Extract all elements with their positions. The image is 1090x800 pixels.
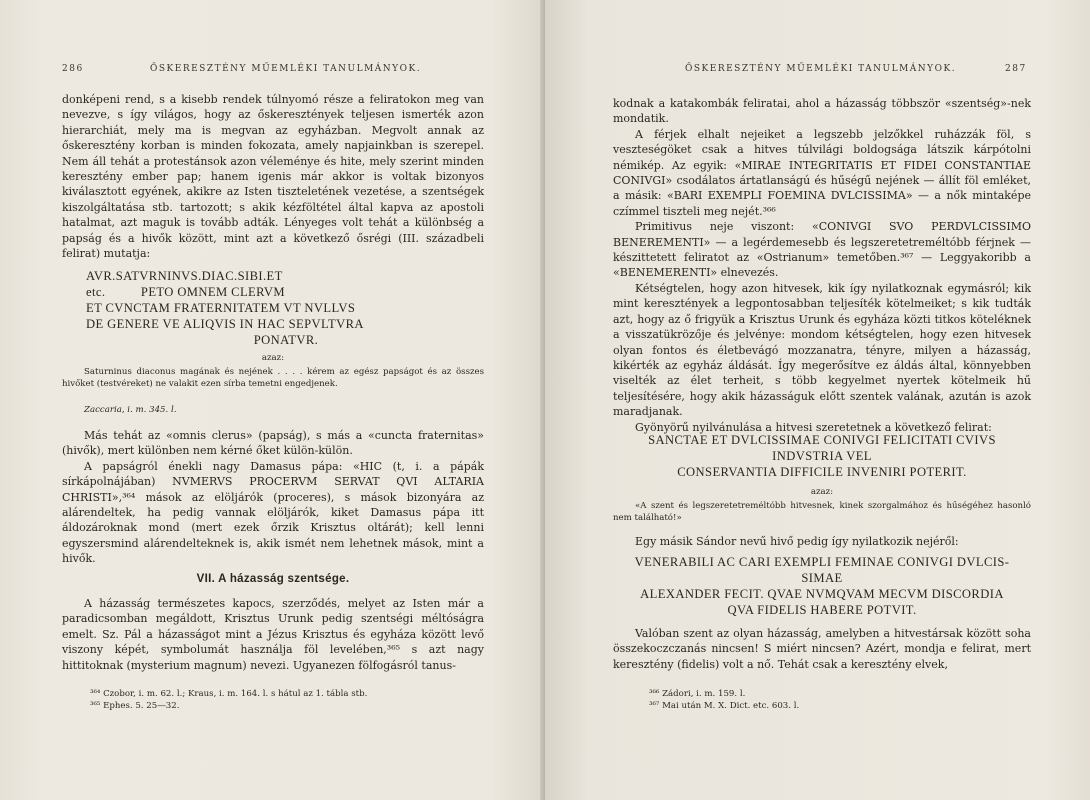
left-translation-1	[62, 366, 484, 390]
left-paragraph-3: A papságról énekli nagy Damasus pápa: «HIC (t, i. a pápák sírkápolnájában) NVMERVS PROCERVM SERVAT QVI ALTARIA CHRISTI»,³⁶⁴ mások az elöljárók (proceres), s mások bizonyára az alárendeltek, ha pedig vannak elöljárók, kiket Damasus pápa itt áldozároknak mond (mert ezek őrzik Krisztus oltárát); kell lenni egyszersmind alárendelteknek is, akik ismét nem lehetnek mások, mint a hivők.	[62, 459, 484, 566]
right-body-1	[613, 96, 1031, 435]
translation-text: «A szent és legszeretetreméltóbb hitvesnek, kinek szorgalmához és hűségéhez hasonló nem található!»	[613, 501, 1031, 523]
inscription-line: VENERABILI AC CARI EXEMPLI FEMINAE CONIVGI DVLCIS-	[634, 555, 1010, 569]
inscription-line: ALEXANDER FECIT. QVAE NVMQVAM MECVM DISCORDIA	[640, 587, 1004, 601]
right-footnotes	[649, 688, 1029, 712]
left-footnotes	[90, 688, 485, 712]
inscription-saturninus	[86, 268, 486, 348]
reference-text: Zaccaria, i. m. 345. l.	[84, 405, 177, 415]
right-paragraph-1: kodnak a katakombák feliratai, ahol a házasság többször «szentség»-nek mondatik.	[613, 97, 1031, 126]
inscription-alexander	[613, 554, 1031, 618]
right-paragraph-2: A férjek elhalt nejeiket a legszebb jelzőkkel ruházzák föl, s veszteségöket csak a hitves túlvilági boldogsága látszik kárpótolni némikép. Az egyik: «MIRAE INTEGRITATIS ET FIDEI CONSTANTIAE CONIVGI» csodálatos ártatlanságú és hűségű nejének — állít föl emléket, a másik: «BARI EXEMPLI FOEMINA DVLCISSIMA» — a nők mintaképe czímmel tiszteli meg nejét.³⁶⁶	[613, 127, 1031, 218]
right-page	[545, 0, 1090, 800]
right-paragraph-4: Kétségtelen, hogy azon hitvesek, kik így nyilatkoznak egymásról; kik mint keresztények a legpontosabban teljesíték kötelmeiket; s kik tudták azt, hogy az ő frigyük a Krisztus Urunk és egyháza közti titkos köteléknek a visszatükrözője és jelvénye: mondom kétségtelen, hogy ezen hitvesek olyan fontos és életbevágó mozzanatra, tényre, milyen a házasság, kikérték az egyház áldását. Így megerősítve ez áldás által, könnyebben viselték az élet terheit, s több kegyelmet nyertek kötelmeik hű teljesítésére, hogy akik házasságuk előtt szentek valának, azután is azok maradjanak.	[613, 281, 1031, 419]
left-running-title: ŐSKERESZTÉNY MŰEMLÉKI TANULMÁNYOK.	[150, 64, 422, 74]
inscription-line: etc. PETO OMNEM CLERVM	[86, 285, 286, 299]
inscription-line: PONATVR.	[253, 333, 319, 347]
right-translation-1	[613, 500, 1031, 524]
right-page-number: 287	[1005, 64, 1027, 74]
right-paragraph-5: Gyönyörű nyilvánulása a hitvesi szeretetnek a következő felirat:	[635, 420, 992, 434]
footnote-367: ³⁶⁷ Mai után M. X. Dict. etc. 603. l.	[649, 701, 800, 711]
left-paragraph-4: A házasság természetes kapocs, szerződés, melyet az Isten már a paradicsomban megáldott, Krisztus Urunk pedig szentségi méltóságra emelt. Sz. Pál a házasságot mint a Jézus Krisztus és egyháza között levő viszony képét, symbolumát használja föl levelében,³⁶⁵ s azt nagy hittitoknak (mysterium magnum) nevezi. Ugyanezen fölfogásról tanus-	[62, 597, 484, 672]
footnote-365: ³⁶⁵ Ephes. 5. 25—32.	[90, 701, 180, 711]
inscription-line: SIMAE	[801, 571, 843, 585]
footnote-364: ³⁶⁴ Czobor, i. m. 62. l.; Kraus, i. m. 164. l. s hátul az 1. tábla stb.	[90, 689, 368, 699]
left-azaz-1: azaz:	[261, 353, 285, 363]
left-body-1	[62, 92, 484, 261]
right-paragraph-3: Primitivus neje viszont: «CONIVGI SVO PERDVLCISSIMO BENEREMENTI» — a legérdemesebb és legszeretetreméltóbb férjnek — készittetett feliratot az «Ostrianum» temetőben.³⁶⁷ — Leggyakoribb a «BENEMERENTI» elnevezés.	[613, 220, 1031, 280]
right-azaz-1: azaz:	[810, 487, 834, 497]
inscription-line: INDVSTRIA VEL	[772, 449, 872, 463]
right-paragraph-6: Egy másik Sándor nevű hivő pedig így nyilatkozik nejéről:	[635, 535, 959, 548]
inscription-line: CONSERVANTIA DIFFICILE INVENIRI POTERIT.	[677, 465, 967, 479]
inscription-line: SANCTAE ET DVLCISSIMAE CONIVGI FELICITATI CVIVS	[648, 433, 996, 447]
left-body-3	[62, 596, 484, 673]
left-paragraph-2: Más tehát az «omnis clerus» (papság), s más a «cuncta fraternitas» (hivők), mert különben nem kérné őket külön-külön.	[62, 429, 484, 458]
right-body-2	[613, 534, 1031, 549]
footnote-366: ³⁶⁶ Zádori, i. m. 159. l.	[649, 689, 746, 699]
right-body-3	[613, 626, 1031, 672]
left-body-2	[62, 428, 484, 567]
left-page-number: 286	[62, 64, 84, 74]
inscription-line: DE GENERE VE ALIQVIS IN HAC SEPVLTVRA	[86, 317, 364, 331]
inscription-line: QVA FIDELIS HABERE POTVIT.	[727, 603, 917, 617]
right-running-title: ŐSKERESZTÉNY MŰEMLÉKI TANULMÁNYOK.	[685, 64, 957, 74]
left-reference-1	[62, 404, 484, 416]
left-paragraph-1: donképeni rend, s a kisebb rendek túlnyomó része a feliratokon meg van nevezve, s így világos, hogy az őskeresztények teljesen ismerték azon hierarchiát, mely ma is megvan az egyházban. Megvolt annak az őskeresztény korban is minden fokozata, amely napjainkban is szerepel. Nem áll tehát a protestánsok azon véleménye és hite, mely szerint minden keresztény ember pap; hanem igenis már akkor is voltak bizonyos kiválasztott egyének, akikre az Isten tiszteletének vezetése, a szentségek kiszolgáltatása stb. tartozott; s akik kézföltétel által kapva az apostoli hatalmat, azt maguk is tovább adták. Lényeges volt tehát a különbség a papság és a hivők között, mint azt a következő ősrégi (III. századbeli felirat) mutatja:	[62, 93, 484, 261]
right-paragraph-7: Valóban szent az olyan házasság, amelyben a hitvestársak között soha összekoczczanás nincsen! S miért nincsen? Azért, mondja e felirat, mert keresztény (fidelis) volt a nő. Tehát csak a keresztény elvek,	[613, 627, 1031, 671]
section-heading: VII. A házasság szentsége.	[196, 573, 350, 585]
inscription-line: AVR.SATVRNINVS.DIAC.SIBI.ET	[86, 269, 283, 283]
inscription-line: ET CVNCTAM FRATERNITATEM VT NVLLVS	[86, 301, 356, 315]
inscription-felicitas	[613, 432, 1031, 480]
translation-text: Saturninus diaconus magának és nejének . . . . kérem az egész papságot és az összes hivőket (testvéreket) ne valakit ezen sírba temetni engedjenek.	[62, 367, 484, 389]
